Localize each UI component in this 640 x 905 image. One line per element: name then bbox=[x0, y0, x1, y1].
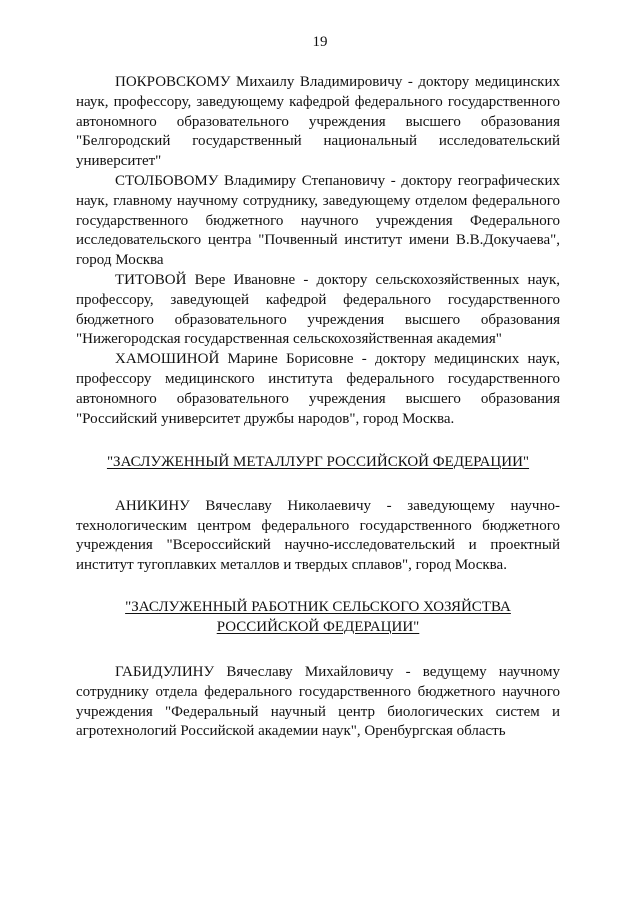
award-title-heading bbox=[76, 453, 560, 473]
award-recipient-paragraph: ХАМОШИНОЙ Марине Борисовне - доктору медицинских наук, профессору медицинского института федерального государственного автономного образовательного учреждения высшего образования "Российский университет дружбы народов", город Москва. bbox=[76, 351, 560, 427]
award-recipient-paragraph: ГАБИДУЛИНУ Вячеславу Михайловичу - ведущему научному сотруднику отдела федерального государственного бюджетного научного учреждения "Федеральный научный центр биологических систем и агротехнологий Российской академии наук", Оренбургская область bbox=[76, 664, 560, 740]
award-recipient-paragraph: АНИКИНУ Вячеславу Николаевичу - заведующему научно-технологическим центром федерального государственного бюджетного учреждения "Всероссийский научно-исследовательский и проектный институт тугоплавких металлов и твердых сплавов", город Москва. bbox=[76, 497, 560, 574]
award-title-line: "ЗАСЛУЖЕННЫЙ МЕТАЛЛУРГ РОССИЙСКОЙ ФЕДЕРАЦИИ" bbox=[106, 454, 530, 471]
award-recipient-paragraph: ТИТОВОЙ Вере Ивановне - доктору сельскохозяйственных наук, профессору, заведующей кафедрой федерального государственного бюджетного образовательного учреждения высшего образования "Нижегородская государственная сельскохозяйственная академия" bbox=[76, 271, 560, 348]
award-recipient-paragraph: СТОЛБОВОМУ Владимиру Степановичу - доктору географических наук, главному научному сотруднику, заведующему отделом федерального государственного бюджетного научного учреждения Федерального исследовательского центра "Почвенный институт имени В.В.Докучаева", город Москва bbox=[76, 172, 560, 269]
document-body bbox=[76, 73, 560, 742]
award-title-line: РОССИЙСКОЙ ФЕДЕРАЦИИ" bbox=[216, 618, 420, 635]
award-title-line: "ЗАСЛУЖЕННЫЙ РАБОТНИК СЕЛЬСКОГО ХОЗЯЙСТВА bbox=[125, 599, 511, 616]
award-title-heading bbox=[76, 598, 560, 637]
page-number: 19 bbox=[312, 34, 328, 50]
award-recipient-paragraph: ПОКРОВСКОМУ Михаилу Владимировичу - доктору медицинских наук, профессору, заведующему кафедрой федерального государственного автономного образовательного учреждения высшего образования "Белгородский государственный национальный исследовательский университет" bbox=[76, 74, 560, 170]
